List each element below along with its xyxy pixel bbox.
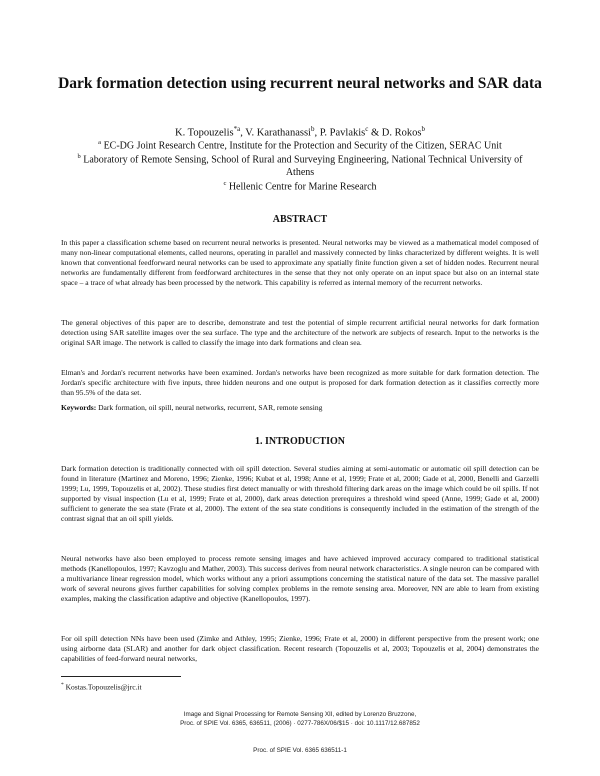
affiliation-mark: a — [98, 139, 102, 146]
keywords-text: Dark formation, oil spill, neural networks, recurrent, SAR, remote sensing — [98, 403, 323, 412]
author-separator: , — [240, 127, 246, 139]
author-name: P. Pavlakis — [319, 127, 366, 139]
affiliation-mark: b — [77, 153, 81, 160]
author-separator: & — [368, 127, 382, 139]
author-mark: *a — [233, 125, 241, 133]
abstract-heading: ABSTRACT — [272, 214, 328, 225]
author-mark: c — [365, 125, 369, 133]
affiliation — [40, 177, 560, 193]
paper-title: Dark formation detection using recurrent neural networks and SAR data — [58, 75, 542, 92]
affiliation-text: Hellenic Centre for Marine Research — [228, 181, 377, 193]
affiliation — [70, 150, 530, 179]
intro-paragraph: For oil spill detection NNs have been used (Zimke and Athley, 1995; Zienke, 1996; Frate et al, 2000) in different perspective from the present work; one using airborne data (SLAR) and another for dark object classification. Recent research (Topouzelis et al, 2003; Topouzelis et al, 2004) demonstrates the capabilities of feed-forward neural networks, — [61, 634, 539, 664]
publication-citation — [60, 711, 540, 728]
affiliation-text: EC-DG Joint Research Centre, Institute for the Protection and Security of the Citizen, SERAC Unit — [103, 140, 502, 152]
author-name: V. Karathanassi — [245, 127, 311, 139]
footnote — [61, 682, 142, 692]
keywords — [61, 403, 539, 413]
intro-paragraph: Dark formation detection is traditionally connected with oil spill detection. Several studies aiming at semi-automatic or automatic oil spill detection can be found in literature (Martinez and Moreno, 1996; Zienke, 1996; Kubat et al, 1998; Anne et al, 1999; Frate et al, 2000; Gade et al, 2000, Benelli and Garzelli 1999; Lu, 1999, Topouzelis et al, 2002). These studies first detect manually or with threshold filtering dark areas on the image which could be oil spills. If not supported by visual inspection (Lu et al, 1999; Frate et al, 2000), dark areas detection prerequires a threshold wind speed (Anne, 1999; Gade et al, 2000) sufficient to generate the sea state (Frate et al, 2000). The extent of the sea state conditions is consequently included in the estimation of the strength of the contrast signal that an oil spill yields. — [61, 464, 539, 524]
author-name: K. Topouzelis — [175, 127, 234, 139]
intro-paragraph: Neural networks have also been employed to process remote sensing images and have achieved improved accuracy compared to traditional statistical methods (Kanellopoulos, 1997; Kavzoglu and Mather, 2003). This success derives from neural network characteristics. A single neuron can be compared with a multivariance linear regression model, which works without any a priori assumptions concerning the statistical nature of the data set. The massive parallel work of several neurons gives further capabilities for solving complex problems in the remote sensing area. Moreover, NN are able to learn from existing examples, making the classification adaptive and objective (Kanellopoulos, 1997). — [61, 554, 539, 604]
keywords-label: Keywords: — [61, 403, 97, 412]
author-separator: , — [314, 127, 320, 139]
author-mark: b — [310, 125, 315, 133]
abstract-paragraph: In this paper a classification scheme based on recurrent neural networks is presented. Neural networks may be viewed as a mathematical model composed of many non-linear computational elements, called neurons, operating in parallel and massively connected by links characterized by different weights. It is well known that conventional feedforward neural networks can be used to approximate any spatially finite function given a set of hidden nodes. Recurrent neural networks are fundamentally different from feedforward architectures in the sense that they not only operate on an input space but also on an internal state space – a trace of what already has been processed by the network. This capability is referred as internal memory of the recurrent networks. — [61, 238, 539, 288]
footnote-email: Kostas.Topouzelis@jrc.it — [65, 682, 142, 692]
author-mark: b — [421, 125, 425, 133]
footnote-mark: * — [61, 682, 64, 688]
page-footer: Proc. of SPIE Vol. 6365 636511-1 — [253, 747, 347, 754]
author-name: D. Rokos — [381, 127, 422, 139]
abstract-paragraph: Elman's and Jordan's recurrent networks have been examined. Jordan's networks have been recognized as more suitable for dark formation detection. The Jordan's specific architecture with five inputs, three hidden neurons and one output is proposed for dark formation detection as it classifies correctly more than 95.5% of the data set. — [61, 368, 539, 398]
abstract-paragraph: The general objectives of this paper are to describe, demonstrate and test the potential of simple recurrent artificial neural networks for dark formation detection using SAR satellite images over the sea surface. The type and the architecture of the network are subjects of research. Input to the networks is the original SAR image. The network is called to classify the image into dark formations and clean sea. — [61, 318, 539, 348]
citation-line: Proc. of SPIE Vol. 6365, 636511, (2006) · 0277-786X/06/$15 · doi: 10.1117/12.687852 — [180, 719, 420, 727]
affiliation-text: Laboratory of Remote Sensing, School of Rural and Surveying Engineering, National Technical University of Athens — [83, 154, 523, 179]
introduction-heading: 1. INTRODUCTION — [254, 436, 345, 447]
affiliation-mark: c — [223, 180, 227, 187]
citation-line: Image and Signal Processing for Remote Sensing XII, edited by Lorenzo Bruzzone, — [183, 711, 417, 718]
footnote-rule — [61, 676, 181, 677]
